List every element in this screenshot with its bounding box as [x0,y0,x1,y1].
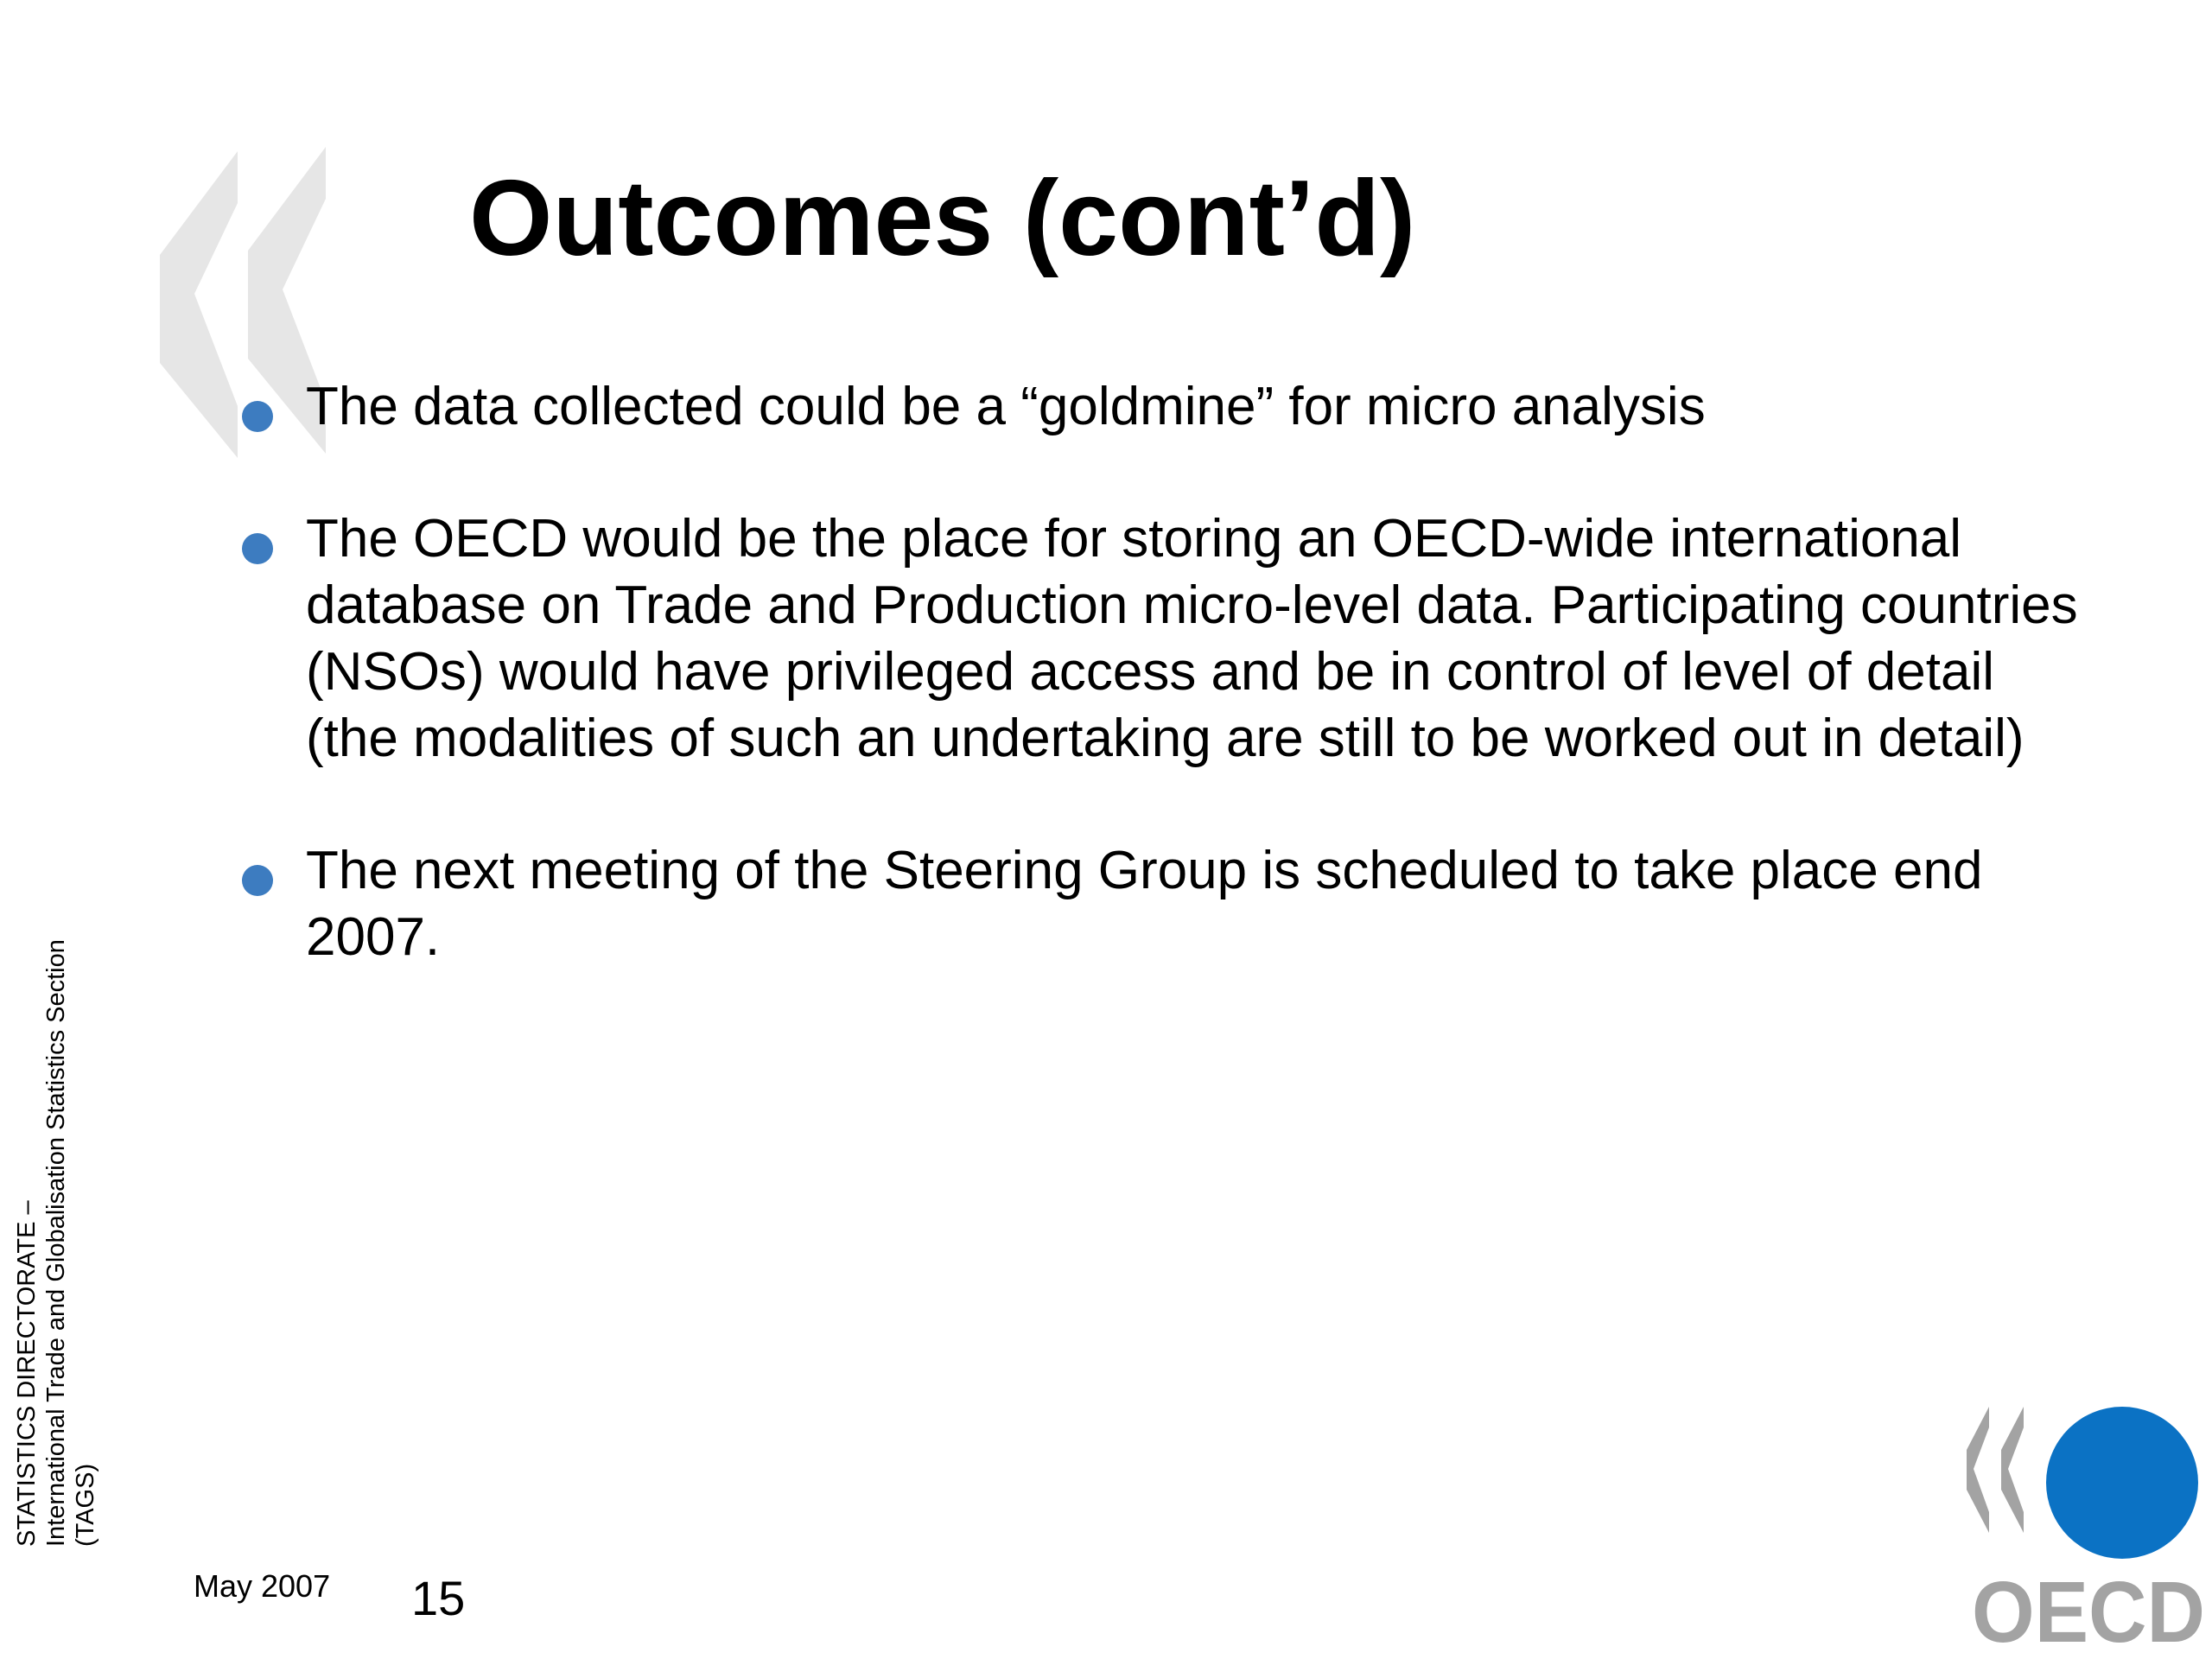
logo-text: OECD [1972,1564,2205,1650]
bullet-text: The next meeting of the Steering Group is scheduled to take place end 2007. [306,841,1983,967]
slide-title: Outcomes (cont’d) [469,159,1416,278]
bullet-text: The data collected could be a “goldmine” for micro analysis [306,377,1706,436]
footer-date: May 2007 [194,1568,331,1604]
list-item [242,373,2091,440]
page-number: 15 [411,1571,466,1625]
logo-circle-icon [2046,1407,2198,1559]
bullet-list [242,373,2091,970]
oecd-logo [1967,1407,2210,1650]
list-item [242,837,2091,970]
bullet-dot-icon [242,401,273,432]
logo-chevron-icon [1967,1407,2024,1533]
directorate-line: STATISTICS DIRECTORATE – [13,1200,41,1547]
acronym-line: (TAGS) [72,1463,99,1547]
bullet-dot-icon [242,865,273,896]
bullet-dot-icon [242,533,273,564]
bullet-text: The OECD would be the place for storing an OECD-wide international database on Trade and Production micro-level data. Participating countries (NSOs) would have privileged access and be in control of level of detail (the modalities of such an undertaking are still to be worked out in detail) [306,509,2078,768]
list-item [242,505,2091,772]
section-line: International Trade and Globalisation Statistics Section [42,939,70,1547]
directorate-label [12,939,100,1547]
